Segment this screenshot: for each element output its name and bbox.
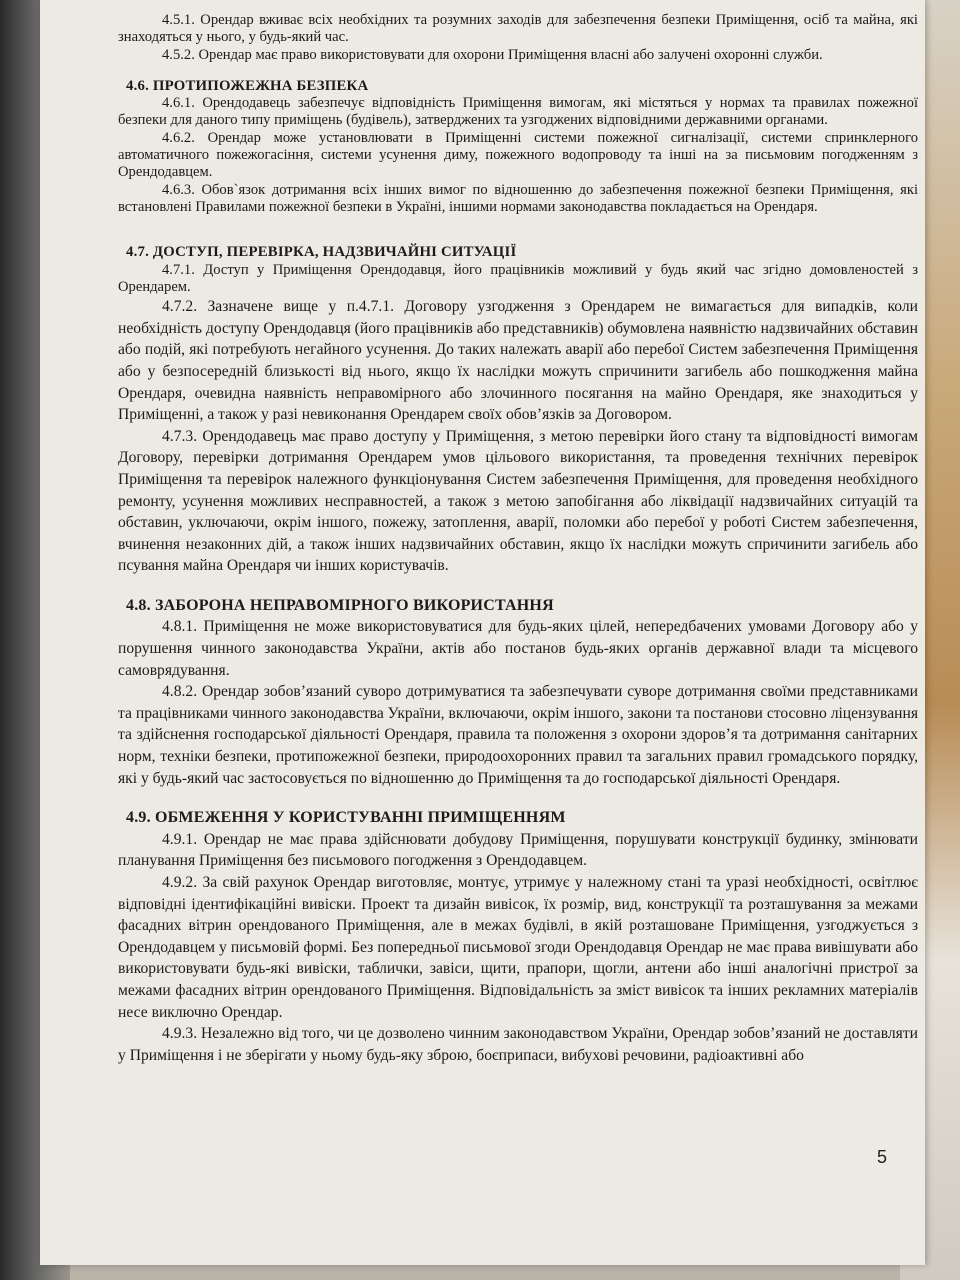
paragraph-4-7-3: 4.7.3. Орендодавець має право доступу у Приміщення, з метою перевірки його стану та відповідності вимогам Договору, перевірки дотримання Орендарем умов цільового використання, та проведення технічних перевірок Приміщення та перевірок належного функціонування Систем забезпечення Приміщення, для проведення необхідного ремонту, усунення можливих несправностей, а також з метою запобігання або ліквідації надзвичайних ситуацій та обставин, уключаючи, окрім іншого, пожежу, затоплення, аварії, поломки або перебої у роботі Систем забезпечення, вчинення незаконних дій, а також інших надзвичайних обставин, якщо їх наслідки можуть спричинити загибель або псування майна Орендаря чи інших користувачів. [118, 427, 918, 575]
paragraph-4-9-3: 4.9.3. Незалежно від того, чи це дозволено чинним законодавством України, Орендар зобов’язаний не доставляти у Приміщення і не зберігати у ньому будь-яку зброю, боєприпаси, вибухові речовини, радіоактивні або [118, 1025, 918, 1064]
paragraph-4-7-2: 4.7.2. Зазначене вище у п.4.7.1. Договору узгодження з Орендарем не вимагається для випадків, коли необхідність доступу Орендодавця (його працівників або представників) обумовлена наявністю надзвичайних обставин або подій, які потребують негайного усунення. До таких належать аварії або перебої Систем забезпечення Приміщення або у безпосередній близькості від нього, якщо їх наслідки можуть спричинити загибель або пошкодження майна Орендаря, очевидна наявність неправомірного або злочинного посягання на майно Орендаря, яке знаходиться у Приміщенні, а також у разі невиконання Орендарем своїх обов’язків за Договором. [118, 298, 918, 424]
paragraph-4-6-2: 4.6.2. Орендар може установлювати в Приміщенні системи пожежної сигналізації, системи спринклерного автоматичного пожежогасіння, системи усунення диму, пожежного водопроводу та інші на за письмовим погодженням з Орендодавцем. [118, 129, 918, 181]
paragraph-4-5-1: 4.5.1. Орендар вживає всіх необхідних та розумних заходів для забезпечення безпеки Приміщення, осіб та майна, які знаходяться у нього, у будь-який час. [118, 12, 918, 46]
page-number: 5 [876, 1147, 887, 1167]
paragraph-4-9-1: 4.9.1. Орендар не має права здійснювати добудову Приміщення, порушувати конструкції будинку, змінювати планування Приміщення без письмового погодження з Орендодавцем. [118, 830, 918, 870]
document-body [118, 12, 918, 1066]
spacer [118, 216, 918, 230]
section-heading-4-9: 4.9. ОБМЕЖЕННЯ У КОРИСТУВАННІ ПРИМІЩЕННЯМ [126, 809, 566, 827]
paragraph-4-5-2: 4.5.2. Орендар має право використовувати для охорони Приміщення власні або залучені охоронні служби. [162, 46, 823, 63]
paragraph-4-9-2: 4.9.2. За свій рахунок Орендар виготовляє, монтує, утримує у належному стані та уразі необхідності, освітлює відповідні ідентифікаційні вивіски. Проект та дизайн вивісок, їх розмір, вид, конструкції та розташування за межами фасадних вітрин орендованого Приміщення, але в межах будівлі, в якій розташоване Приміщення, узгоджується з Орендодавцем у письмовій формі. Без попередньої письмової згоди Орендодавця Орендар не має права вивішувати або використовувати будь-які вивіски, таблички, завіси, щити, прапори, щогли, антени або інші аналогічні пристрої за межами фасадних вітрин орендованого Приміщення. Відповідальність за зміст вивісок та інших рекламних матеріалів несе виключно Орендар. [118, 874, 918, 1021]
section-heading-4-6: 4.6. ПРОТИПОЖЕЖНА БЕЗПЕКА [126, 77, 369, 94]
paragraph-4-6-3: 4.6.3. Обов`язок дотримання всіх інших вимог по відношенню до забезпечення пожежної безпеки Приміщення, які встановлені Правилами пожежної безпеки в Україні, іншими нормами законодавства покладається на Орендаря. [118, 181, 918, 215]
section-heading-4-8: 4.8. ЗАБОРОНА НЕПРАВОМІРНОГО ВИКОРИСТАННЯ [126, 596, 554, 614]
paragraph-4-7-1: 4.7.1. Доступ у Приміщення Орендодавця, його працівників можливий у будь який час згідно домовленостей з Орендарем. [118, 261, 918, 295]
paragraph-4-8-2: 4.8.2. Орендар зобов’язаний суворо дотримуватися та забезпечувати суворе дотримання своїми представниками та працівниками чинного законодавства України, включаючи, окрім іншого, закони та постанови стосовно ліцензування та здійснення господарської діяльності Орендаря, правила та положення з охорони здоров’я та дотримання санітарних норм, техніки безпеки, протипожежної безпеки, природоохоронних правил та загальних правил громадського порядку, які у будь-який час застосовується по відношенню до Приміщення та до господарської діяльності Орендаря. [118, 683, 918, 787]
paragraph-4-6-1: 4.6.1. Орендодавець забезпечує відповідність Приміщення вимогам, які містяться у нормах та правилах пожежної безпеки для даного типу приміщень (будівель), затверджених та узгоджених відповідними державними органами. [118, 95, 918, 129]
section-heading-4-7: 4.7. ДОСТУП, ПЕРЕВІРКА, НАДЗВИЧАЙНІ СИТУАЦІЇ [126, 244, 517, 261]
document-page [40, 0, 925, 1265]
paragraph-4-8-1: 4.8.1. Приміщення не може використовуватися для будь-яких цілей, непередбачених умовами Договору або у порушення чинного законодавства України, актів або постанов будь-яких органів державної влади та місцевого самоврядування. [118, 618, 918, 679]
